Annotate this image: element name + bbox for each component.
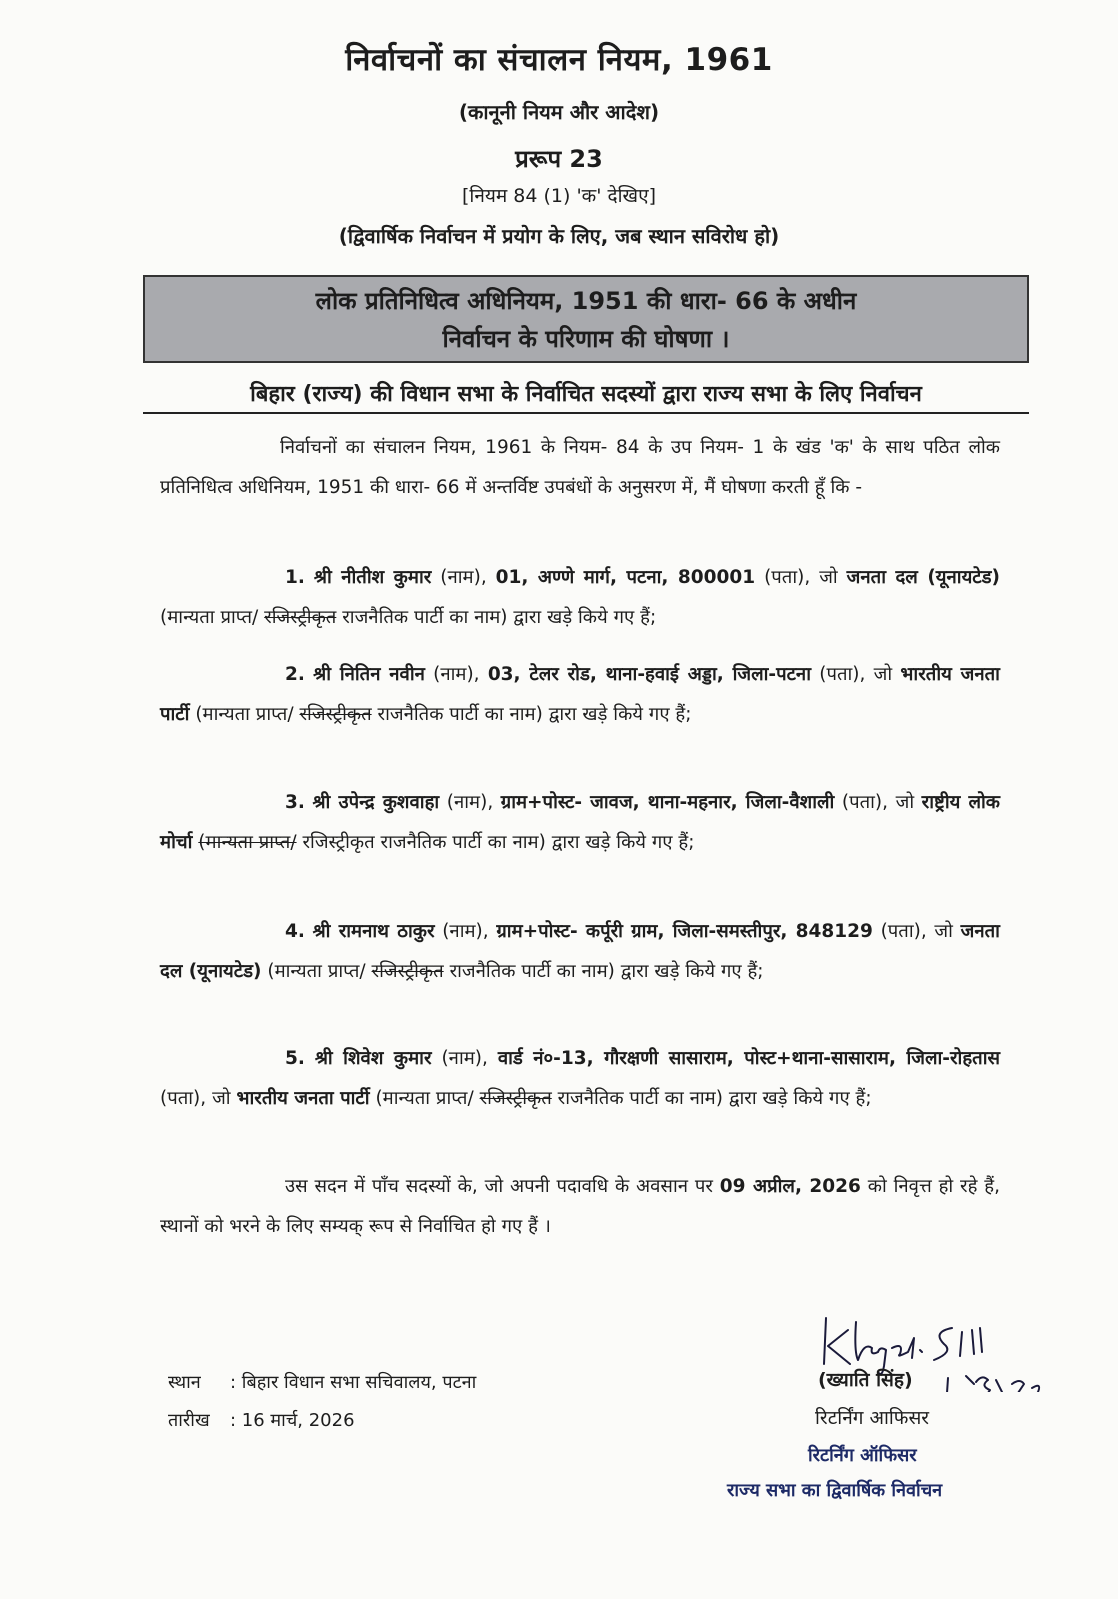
party-suffix: राजनैतिक पार्टी का नाम) (380, 832, 546, 853)
address-tag: (पता), (841, 792, 889, 813)
candidate-entry (160, 1039, 1000, 1119)
declaration-banner (143, 275, 1029, 363)
candidate-name: श्री उपेन्द्र कुशवाहा (312, 792, 440, 813)
document-subtitle: (कानूनी नियम और आदेश) (458, 100, 660, 124)
candidate-name: श्री नितिन नवीन (313, 664, 425, 685)
party-suffix: राजनैतिक पार्टी का नाम) (377, 704, 543, 725)
banner-line-1: लोक प्रतिनिधित्व अधिनियम, 1951 की धारा- 66 के अधीन (315, 287, 857, 315)
jo-word: जो (895, 792, 915, 813)
entry-tail: द्वारा खड़े किये गए हैं; (620, 961, 764, 982)
banner-line-2: निर्वाचन के परिणाम की घोषणा । (442, 325, 730, 353)
registered-tag-struck: रजिस्ट्रीकृत (299, 704, 372, 725)
candidate-party: भारतीय जनता पार्टी (236, 1088, 370, 1109)
candidate-address: वार्ड नं०-13, गौरक्षणी सासाराम, पोस्ट+थाना-सासाराम, जिला-रोहतास (497, 1048, 1001, 1069)
address-tag: (पता), (764, 567, 811, 588)
candidate-party: जनता दल (यूनायटेड) (160, 921, 1000, 982)
place-value: : बिहार विधान सभा सचिवालय, पटना (230, 1372, 477, 1393)
candidate-entry (160, 655, 1000, 735)
recognized-tag: (मान्यता प्राप्त/ (160, 607, 259, 628)
intro-paragraph (160, 428, 1000, 508)
candidate-number: 2. (285, 664, 305, 685)
date-label: तारीख (168, 1410, 210, 1431)
officer-name: (ख्याति सिंह) (818, 1369, 913, 1391)
candidate-entry (160, 783, 1000, 863)
entry-tail: द्वारा खड़े किये गए हैं; (513, 607, 657, 628)
election-title: बिहार (राज्य) की विधान सभा के निर्वाचित सदस्यों द्वारा राज्य सभा के लिए निर्वाचन (143, 378, 1029, 414)
registered-tag-struck: रजिस्ट्रीकृत (371, 961, 444, 982)
candidate-number: 4. (285, 921, 305, 942)
jo-word: जो (873, 664, 893, 685)
entry-tail: द्वारा खड़े किये गए हैं; (548, 704, 692, 725)
candidate-name: श्री नीतीश कुमार (313, 567, 432, 588)
stamp-line-1: रिटर्निंग ऑफिसर (808, 1445, 917, 1466)
candidate-party: राष्ट्रीय लोक मोर्चा (160, 792, 1000, 853)
entry-tail: द्वारा खड़े किये गए हैं; (728, 1088, 872, 1109)
party-suffix: राजनैतिक पार्टी का नाम) (342, 607, 508, 628)
name-tag: (नाम), (433, 664, 480, 685)
candidate-address: 01, अण्णे मार्ग, पटना, 800001 (495, 567, 756, 588)
stamp-line-2: राज्य सभा का द्विवार्षिक निर्वाचन (727, 1480, 943, 1501)
candidate-entry (160, 558, 1000, 638)
registered-tag-struck: रजिस्ट्रीकृत (264, 607, 337, 628)
name-tag: (नाम), (441, 1048, 488, 1069)
recognized-tag: (मान्यता प्राप्त/ (375, 1088, 474, 1109)
closing-paragraph (160, 1167, 1000, 1247)
closing-text-2: को निवृत्त हो रहे हैं, स्थानों को भरने के लिए सम्यक् रूप से निर्वाचित हो गए हैं । (160, 1176, 1000, 1237)
jo-word: जो (212, 1088, 231, 1109)
registered-tag: रजिस्ट्रीकृत (302, 832, 375, 853)
entry-tail: द्वारा खड़े किये गए हैं; (551, 832, 695, 853)
place-line (168, 1370, 476, 1394)
signature-date-stroke (946, 1376, 1044, 1392)
candidate-number: 5. (285, 1048, 305, 1069)
rule-reference: [नियम 84 (1) 'क' देखिए] (461, 185, 657, 207)
candidate-party: जनता दल (यूनायटेड) (846, 567, 1000, 588)
address-tag: (पता), (819, 664, 866, 685)
candidate-number: 1. (285, 567, 305, 588)
term-end-date: 09 अप्रील, 2026 (719, 1176, 861, 1197)
candidate-address: ग्राम+पोस्ट- कर्पूरी ग्राम, जिला-समस्तीपुर, 848129 (496, 921, 873, 942)
usage-note: (द्विवार्षिक निर्वाचन में प्रयोग के लिए, जब स्थान सविरोध हो) (338, 224, 780, 248)
officer-title: रिटर्निंग आफिसर (815, 1407, 930, 1429)
date-line (168, 1408, 355, 1432)
date-value: : 16 मार्च, 2026 (230, 1410, 355, 1431)
closing-text-1: उस सदन में पाँच सदस्यों के, जो अपनी पदावधि के अवसान पर (285, 1176, 713, 1197)
name-tag: (नाम), (440, 567, 487, 588)
place-label: स्थान (168, 1372, 201, 1393)
address-tag: (पता), (880, 921, 927, 942)
jo-word: जो (819, 567, 838, 588)
form-number: प्ररूप 23 (515, 145, 603, 173)
name-tag: (नाम), (442, 921, 489, 942)
candidate-name: श्री रामनाथ ठाकुर (312, 921, 435, 942)
candidate-address: ग्राम+पोस्ट- जावज, थाना-महनार, जिला-वैशाली (500, 792, 835, 813)
recognized-tag: (मान्यता प्राप्त/ (195, 704, 294, 725)
intro-text: निर्वाचनों का संचालन नियम, 1961 के नियम- 84 के उप नियम- 1 के खंड 'क' के साथ पठित लोक प्रतिनिधित्व अधिनियम, 1951 की धारा- 66 में अन्तर्विष्ट उपबंधों के अनुसरण में, मैं घोषणा करती हूँ कि - (160, 437, 1000, 498)
recognized-tag: (मान्यता प्राप्त/ (267, 961, 366, 982)
party-suffix: राजनैतिक पार्टी का नाम) (449, 961, 615, 982)
candidate-address: 03, टेलर रोड, थाना-हवाई अड्डा, जिला-पटना (487, 664, 811, 685)
candidate-name: श्री शिवेश कुमार (314, 1048, 432, 1069)
registered-tag-struck: रजिस्ट्रीकृत (479, 1088, 552, 1109)
name-tag: (नाम), (446, 792, 494, 813)
address-tag: (पता), (160, 1088, 207, 1109)
party-suffix: राजनैतिक पार्टी का नाम) (557, 1088, 723, 1109)
candidate-party: भारतीय जनता पार्टी (160, 664, 1000, 725)
candidate-entry (160, 912, 1000, 992)
candidate-number: 3. (285, 792, 305, 813)
jo-word: जो (934, 921, 953, 942)
recognized-tag-struck: (मान्यता प्राप्त/ (198, 832, 297, 853)
document-title: निर्वाचनों का संचालन नियम, 1961 (345, 42, 773, 78)
